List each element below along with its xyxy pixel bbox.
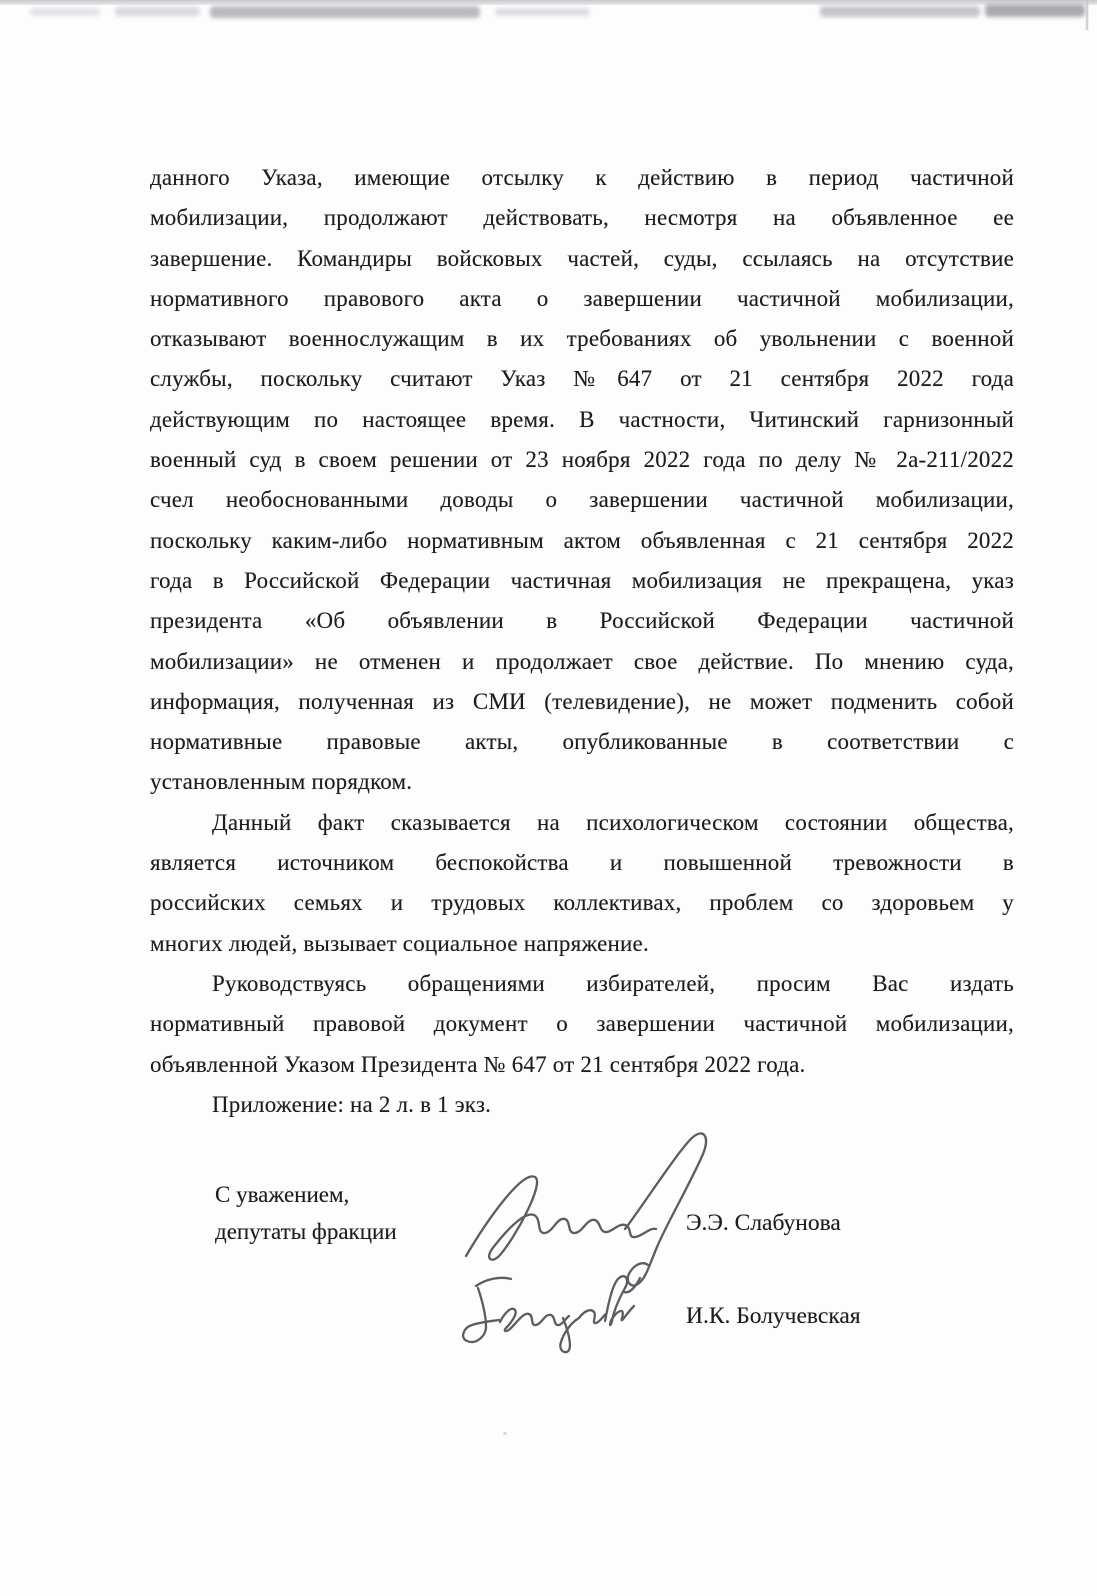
closing-line: С уважением, (215, 1182, 350, 1207)
text-line: завершение. Командиры войсковых частей, суды, ссылаясь на отсутствие (150, 245, 1014, 271)
header-smudge (30, 8, 100, 16)
text-line: является источником беспокойства и повышенной тревожности в (150, 850, 1014, 876)
text-line: нормативные правовые акты, опубликованные в соответствии с (150, 729, 1014, 755)
signatory-name: Э.Э. Слабунова (686, 1210, 841, 1236)
attachment-line: Приложение: на 2 л. в 1 экз. (212, 1091, 492, 1117)
text-line: отказывают военнослужащим в их требованиях об увольнении с военной (150, 326, 1014, 352)
text-line: счел необоснованными доводы о завершении частичной мобилизации, (150, 487, 1014, 513)
text-line: нормативного правового акта о завершении частичной мобилизации, (150, 285, 1014, 311)
text-line: многих людей, вызывает социальное напряжение. (150, 930, 649, 956)
text-line: Руководствуясь обращениями избирателей, просим Вас издать (212, 970, 1014, 996)
text-line: информация, полученная из СМИ (телевидение), не может подменить собой (150, 688, 1014, 714)
header-smudge (820, 6, 980, 17)
text-line: действующим по настоящее время. В частности, Читинский гарнизонный (150, 406, 1014, 432)
boluchevskaya-signature-icon (448, 1266, 663, 1356)
text-line: военный суд в своем решении от 23 ноября 2022 года по делу № 2а-211/2022 (150, 447, 1014, 473)
text-line: Данный факт сказывается на психологическом состоянии общества, (212, 809, 1014, 835)
closing-line: депутаты фракции (215, 1219, 397, 1244)
text-line: мобилизации» не отменен и продолжает свое действие. По мнению суда, (150, 648, 1014, 674)
signatory-name: И.К. Болучевская (686, 1303, 861, 1329)
text-line: службы, поскольку считают Указ №647 от 21 сентября 2022 года (150, 366, 1014, 392)
text-line: установленным порядком. (150, 769, 413, 795)
text-line: данного Указа, имеющие отсылку к действию в период частичной (150, 165, 1014, 190)
text-line: мобилизации, продолжают действовать, несмотря на объявленное ее (150, 205, 1014, 231)
header-smudge (985, 4, 1085, 17)
scan-edge-band (0, 0, 1097, 5)
body-text (150, 158, 1014, 1125)
header-smudge (210, 6, 480, 18)
header-smudge (115, 7, 200, 16)
text-line: нормативный правовой документ о завершении частичной мобилизации, (150, 1011, 1014, 1037)
text-line: президента «Об объявлении в Российской Федерации частичной (150, 608, 1014, 634)
text-line: поскольку каким-либо нормативным актом объявленная с 21 сентября 2022 (150, 527, 1014, 553)
scan-edge-line (1086, 0, 1088, 30)
scan-speck (503, 1432, 507, 1435)
text-line: российских семьях и трудовых коллективах, проблем со здоровьем у (150, 890, 1014, 916)
text-line: года в Российской Федерации частичная мобилизация не прекращена, указ (150, 567, 1014, 593)
header-smudge (495, 8, 590, 16)
text-line: объявленной Указом Президента № 647 от 21 сентября 2022 года. (150, 1051, 806, 1077)
